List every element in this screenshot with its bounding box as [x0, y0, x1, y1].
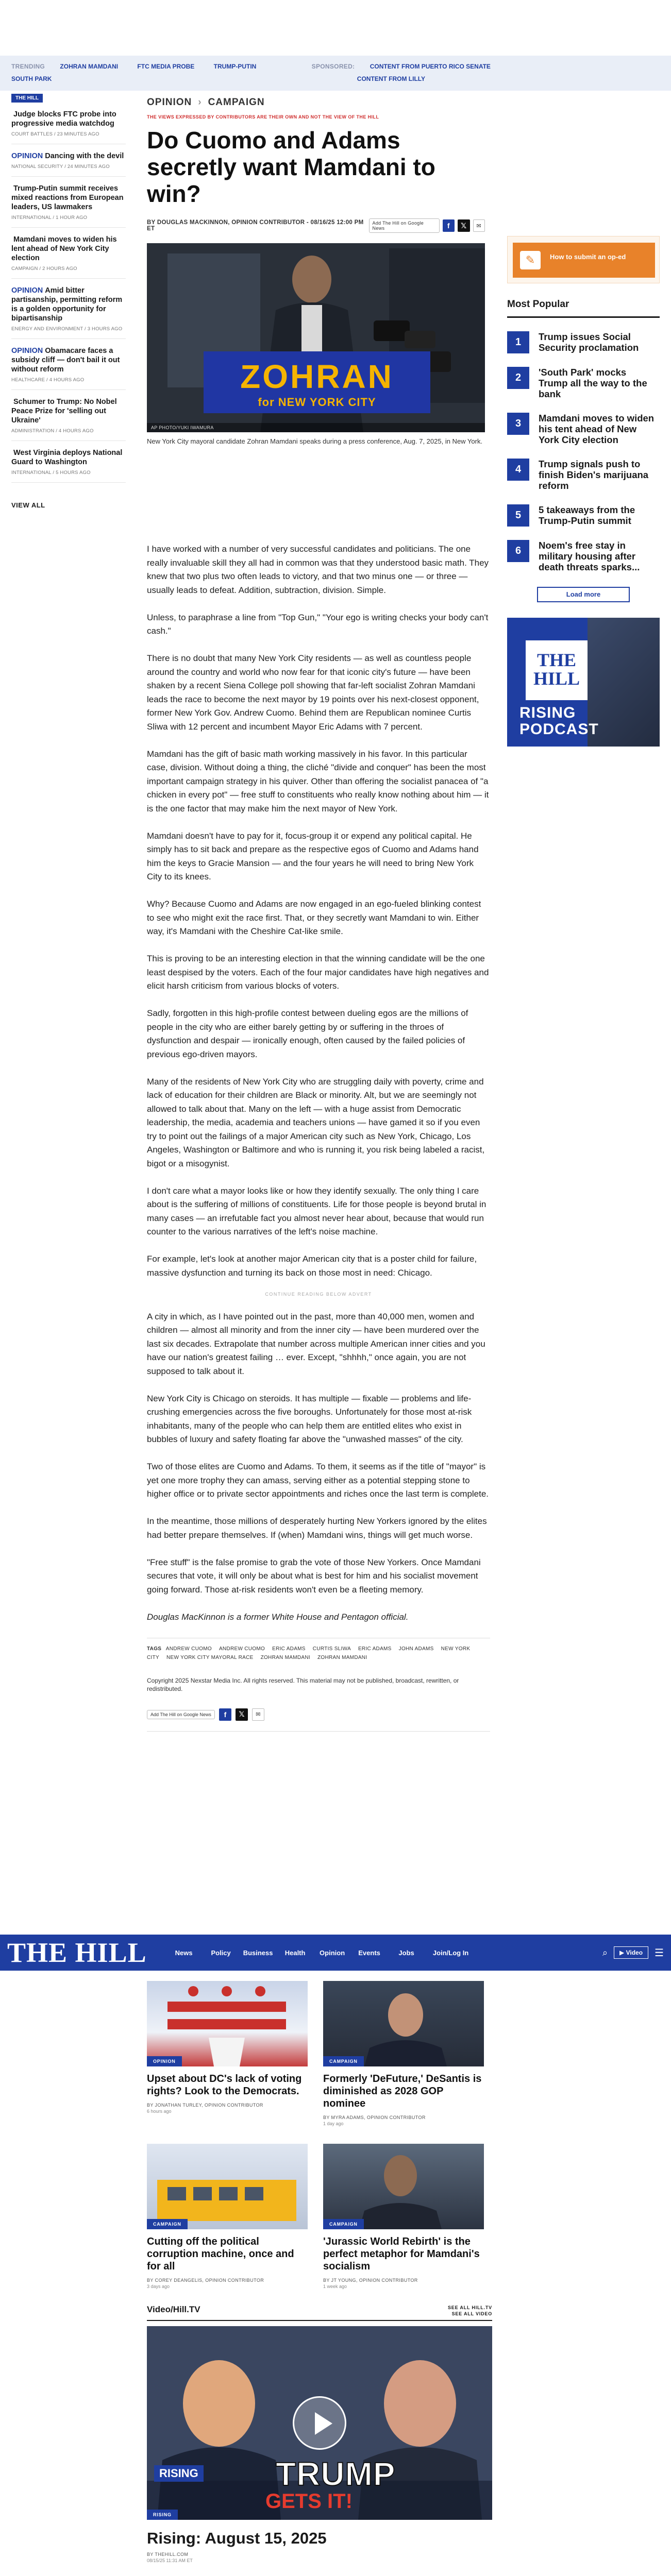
paragraph: Sadly, forgotten in this high-profile contest between dueling egos are the millions of people in the city who are either barely getting by or suffering in the throes of dysfunction and despair — ironically enough, often caused by the failed policies of previous ego-driven mayors. — [147, 1008, 468, 1059]
podcast-title-2: PODCAST — [519, 721, 599, 738]
tag-link[interactable]: ANDREW CUOMO — [165, 1646, 212, 1652]
left-rail — [11, 92, 126, 509]
rail-story-meta: ADMINISTRATION / 4 HOURS AGO — [11, 428, 94, 434]
google-news-button[interactable]: Add The Hill on Google News — [147, 1710, 215, 1719]
paragraph: Unless, to paraphrase a line from "Top Gun," "Your ego is writing checks your body can't cash." — [147, 612, 489, 636]
card-byline: BY MYRA ADAMS, OPINION CONTRIBUTOR — [323, 2115, 426, 2120]
byline: BY DOUGLAS MACKINNON, OPINION CONTRIBUTOR - 08/16/25 12:00 PM ET — [147, 219, 364, 232]
popular-item[interactable] — [507, 367, 660, 399]
copyright: Copyright 2025 Nexstar Media Inc. All rights reserved. This material may not be published, broadcast, rewritten, or redistributed. — [147, 1676, 459, 1692]
op-ed-banner[interactable] — [513, 243, 655, 278]
video-overlay-sub: GETS IT! — [265, 2490, 353, 2513]
photo-credit: AP PHOTO/YUKI IWAMURA — [147, 423, 485, 432]
video-byline: BY THEHILL.COM — [147, 2552, 189, 2557]
story-card[interactable] — [323, 1981, 484, 2126]
rail-story[interactable] — [11, 448, 126, 483]
card-time: 6 hours ago — [147, 2109, 172, 2114]
search-icon[interactable]: ⌕ — [602, 1947, 608, 1958]
email-icon[interactable]: ✉ — [252, 1708, 264, 1721]
card-time: 3 days ago — [147, 2284, 170, 2289]
rail-story[interactable] — [11, 151, 126, 177]
hero-sign-text: ZOHRAN — [240, 358, 394, 395]
email-icon[interactable]: ✉ — [473, 219, 485, 232]
see-all-links — [448, 2304, 492, 2317]
story-card[interactable] — [323, 2144, 484, 2289]
card-tag: CAMPAIGN — [323, 2056, 364, 2066]
card-time: 1 day ago — [323, 2121, 344, 2126]
video-time: 08/15/25 11:31 AM ET — [147, 2558, 193, 2563]
rail-story-title[interactable]: Trump-Putin summit receives mixed reactions from European leaders, US lawmakers — [11, 184, 124, 211]
tag-link[interactable]: ERIC ADAMS — [358, 1646, 392, 1652]
rank-badge: 5 — [507, 504, 529, 527]
trending-bar — [0, 56, 671, 91]
most-popular-heading: Most Popular — [507, 299, 660, 318]
tags-label: TAGS — [147, 1646, 162, 1652]
facebook-icon[interactable]: f — [219, 1708, 231, 1721]
podcast-title-1: RISING — [519, 704, 576, 721]
video-button[interactable] — [614, 1946, 648, 1959]
paragraph: I don't care what a mayor looks like or how they identify sexually. The only thing I care about is the suffering of millions of constituents. Life for those people is beyond brutal in many cases — an irrefutable fact you almost never hear about, because that would run counter to the various narratives of the left's noise machine. — [147, 1185, 487, 1236]
byline-row — [147, 218, 485, 233]
rail-story[interactable] — [11, 397, 126, 441]
op-ed-ad[interactable] — [507, 236, 660, 283]
rail-story-meta: INTERNATIONAL / 1 HOUR AGO — [11, 215, 88, 221]
rail-story-title[interactable]: Obamacare faces a subsidy cliff — don't bail it out without reform — [11, 347, 120, 374]
rank-badge: 2 — [507, 367, 529, 389]
rising-label: RISING — [154, 2465, 204, 2482]
popular-title[interactable]: 5 takeaways from the Trump-Putin summit — [539, 504, 635, 526]
author-bio: Douglas MacKinnon is a former White House and Pentagon official. — [147, 1612, 409, 1622]
nav-opinion[interactable]: Opinion — [320, 1948, 345, 1957]
rail-story-title[interactable]: Dancing with the devil — [45, 152, 124, 160]
breadcrumb-separator: › — [198, 97, 202, 108]
featured-video[interactable] — [147, 2326, 492, 2520]
right-rail — [507, 92, 660, 747]
card-tag: CAMPAIGN — [323, 2219, 364, 2229]
rail-story[interactable] — [11, 346, 126, 390]
popular-item[interactable] — [507, 331, 660, 353]
facebook-icon[interactable]: f — [443, 219, 455, 232]
nav-right — [602, 1946, 664, 1959]
story-image — [147, 1981, 308, 2066]
tag-link[interactable]: NEW YORK CITY — [147, 1646, 471, 1660]
page-title: Do Cuomo and Adams secretly want Mamdani to win? — [147, 127, 435, 207]
video-label: Video — [626, 1949, 643, 1956]
image-caption: New York City mayoral candidate Zohran Mamdani speaks during a press conference, Aug. 7, 2025, in New York. — [147, 437, 483, 445]
video-section-title: Video/Hill.TV — [147, 2304, 200, 2314]
rail-story[interactable] — [11, 184, 126, 228]
popular-title[interactable]: Noem's free stay in military housing after death threats sparks... — [539, 540, 640, 572]
trending-link[interactable]: FTC MEDIA PROBE — [137, 63, 195, 70]
hero-image — [147, 243, 485, 432]
story-image — [323, 1981, 484, 2066]
rail-story-meta: HEALTHCARE / 4 HOURS AGO — [11, 377, 85, 383]
disclaimer: THE VIEWS EXPRESSED BY CONTRIBUTORS ARE THEIR OWN AND NOT THE VIEW OF THE HILL — [147, 114, 379, 120]
x-icon[interactable]: 𝕏 — [236, 1708, 248, 1721]
story-image — [323, 2144, 484, 2229]
site-navbar — [0, 1935, 671, 1971]
rail-story[interactable] — [11, 110, 126, 144]
desantis-photo — [323, 1981, 484, 2066]
trending-row — [11, 63, 508, 73]
rail-story-meta: INTERNATIONAL / 5 HOURS AGO — [11, 470, 91, 476]
article — [147, 92, 489, 1732]
paragraph: For example, let's look at another major American city that is a poster child for failure, massive dysfunction and turning its back on those most in need: Chicago. — [147, 1254, 477, 1278]
google-news-button[interactable]: Add The Hill on Google News — [369, 218, 440, 233]
menu-icon[interactable]: ☰ — [655, 1947, 664, 1959]
card-byline: BY JONATHAN TURLEY, OPINION CONTRIBUTOR — [147, 2103, 263, 2108]
load-more-button[interactable]: Load more — [537, 587, 630, 602]
card-time: 1 week ago — [323, 2284, 347, 2289]
breadcrumb-campaign[interactable]: CAMPAIGN — [208, 97, 265, 108]
popular-item[interactable] — [507, 413, 660, 445]
paragraph: This is proving to be an interesting election in that the winning candidate will be the one least despised by the voters. Each of the four major candidates have high negatives and elicit harsh criticism from various blocks of voters. — [147, 954, 489, 991]
rank-badge: 3 — [507, 413, 529, 435]
pen-icon: ✎ — [520, 251, 541, 269]
tag-link[interactable]: CURTIS SLIWA — [312, 1646, 351, 1652]
card-title[interactable]: 'Jurassic World Rebirth' is the perfect metaphor for Mamdani's socialism — [323, 2236, 480, 2272]
article-body — [147, 543, 490, 1732]
site-logo[interactable]: THE HILL — [7, 1937, 147, 1968]
rail-story-title[interactable]: Judge blocks FTC probe into progressive media watchdog — [11, 110, 116, 128]
rail-story-meta: NATIONAL SECURITY / 24 MINUTES AGO — [11, 164, 110, 170]
see-all-hilltv-link[interactable]: SEE ALL HILL.TV — [447, 2305, 492, 2310]
x-icon[interactable]: 𝕏 — [458, 219, 469, 232]
login-link[interactable]: Join/Log In — [432, 1948, 469, 1957]
opinion-tag: OPINION — [11, 347, 43, 355]
paragraph: I have worked with a number of very successful candidates and politicians. The one really invaluable skill they all had in common was that they understood basic math. They knew that two plus two often leads to victory, and that two minus one — or three — usually leads to defeat. Addition, subtraction, division. Simple. — [147, 544, 489, 595]
paragraph: Two of those elites are Cuomo and Adams. To them, it seems as if the title of "mayor" is yet one more trophy they can amass, serving either as a potential stepping stone to higher office or to private sector appointments and riches once the last term is complete. — [147, 1462, 489, 1499]
nav-business[interactable]: Business — [243, 1948, 273, 1957]
opinion-tag: OPINION — [11, 152, 43, 160]
trending-row-2 — [11, 75, 443, 86]
video-section — [147, 2304, 492, 2576]
tag-link[interactable]: ZOHRAN MAMDANI — [260, 1654, 310, 1660]
share-bar-bottom — [147, 1708, 490, 1732]
paragraph: Mamdani has the gift of basic math working massively in his favor. In this particular case, division. Without doing a thing, the cliché "divide and conquer" has been the most important campaign strategy in his quiver. Other than offering the socialist panacea of "a chicken in every pot" — free stuff to constituents who really know nothing about him — it is the one factor that may make him the next mayor of New York. — [147, 749, 489, 814]
rail-story[interactable] — [11, 286, 126, 339]
card-row — [147, 1981, 492, 2126]
podcast-ad[interactable] — [507, 618, 660, 747]
trending-link[interactable]: ZOHRAN MAMDANI — [60, 63, 119, 70]
tag-link[interactable]: NEW YORK CITY MAYORAL RACE — [166, 1654, 254, 1660]
rail-story[interactable] — [11, 235, 126, 279]
nav-health[interactable]: Health — [284, 1948, 306, 1957]
popular-item[interactable] — [507, 540, 660, 572]
paragraph: Many of the residents of New York City who are struggling daily with poverty, crime and lack of education for their children are Black or minority. Alt, but we are seemingly not allowed to talk about that. Many on the left — with a huge assist from Democratic leadership, the media, academia and teachers unions — have gamed it so if you even try to point out the failings of a major American city such as New York, Chicago, Los Angeles, Washington or Baltimore and who is running it, you risk being labeled a racist, bigot or a misogynist. — [147, 1076, 485, 1168]
tag-link[interactable]: JOHN ADAMS — [398, 1646, 434, 1652]
nav-links — [165, 1949, 477, 1957]
nav-events[interactable]: Events — [358, 1948, 380, 1957]
rail-story-meta: COURT BATTLES / 23 MINUTES AGO — [11, 131, 99, 137]
featured-video-title[interactable]: Rising: August 15, 2025 — [147, 2529, 327, 2547]
sponsored-label: SPONSORED: — [311, 63, 355, 70]
trending-link[interactable]: TRUMP-PUTIN — [213, 63, 257, 70]
popular-title[interactable]: Trump issues Social Security proclamation — [539, 331, 639, 353]
paragraph: New York City is Chicago on steroids. It has multiple — fixable — problems and life-crushing emergencies across the five boroughs. Unfortunately for those most at-risk inhabitants, many of the people who can help them are entitled elites who exist in bubbles of luxury and safety floating far above the "unwashed masses" of the city. — [147, 1393, 472, 1444]
card-title[interactable]: Cutting off the political corruption machine, once and for all — [147, 2236, 294, 2272]
story-card[interactable] — [147, 2144, 308, 2289]
popular-title[interactable]: 'South Park' mocks Trump all the way to the bank — [539, 367, 647, 399]
card-title[interactable]: Formerly 'DeFuture,' DeSantis is diminished as 2028 GOP nominee — [323, 2073, 482, 2109]
story-card[interactable] — [147, 1981, 308, 2126]
tag-link[interactable]: ERIC ADAMS — [272, 1646, 306, 1652]
rail-story-title[interactable]: Mamdani moves to widen his lent ahead of New York City election — [11, 235, 117, 262]
breadcrumb-opinion[interactable]: OPINION — [147, 97, 192, 108]
trending-link[interactable]: SOUTH PARK — [11, 75, 52, 82]
rail-story-meta: ENERGY AND ENVIRONMENT / 3 HOURS AGO — [11, 326, 123, 332]
nav-news[interactable]: News — [175, 1948, 193, 1957]
rail-story-title[interactable]: Amid bitter partisanship, permitting reform is a golden opportunity for bipartisanship — [11, 286, 123, 323]
popular-title[interactable]: Trump signals push to finish Biden's marijuana reform — [539, 459, 649, 491]
paragraph: Why? Because Cuomo and Adams are now engaged in an ego-fueled blinking contest to see who might exit the race first. That, or they secretly want Mamdani to win. Either way, it's Mamdani with the Cheshire Cat-like smile. — [147, 899, 481, 936]
share-bar — [369, 218, 485, 233]
rank-badge: 6 — [507, 540, 529, 562]
breadcrumb — [147, 97, 485, 108]
rail-logo[interactable]: THE HILL — [11, 94, 43, 103]
trending-label: TRENDING — [11, 63, 45, 70]
card-byline: BY COREY DEANGELIS, OPINION CONTRIBUTOR — [147, 2278, 264, 2283]
podcast-logo: THE HILL — [526, 640, 588, 700]
paragraph: A city in which, as I have pointed out in the past, more than 40,000 men, women and children — almost all minority and from the inner city — have been murdered over the last six decades. Extrapolate that number across multiple American inner cities and you have our nation's greatest failing … ever. Except, "shhhh," once again, you are not supposed to talk about it. — [147, 1311, 485, 1376]
rank-badge: 4 — [507, 459, 529, 481]
rail-story-meta: CAMPAIGN / 2 HOURS AGO — [11, 266, 77, 272]
opinion-tag: OPINION — [11, 286, 43, 295]
ad-note: CONTINUE READING BELOW ADVERT — [265, 1291, 372, 1297]
sponsored-link[interactable]: CONTENT FROM LILLY — [357, 75, 426, 82]
schoolbus-photo — [147, 2144, 308, 2229]
popular-item[interactable] — [507, 459, 660, 491]
paragraph: "Free stuff" is the false promise to grab the vote of those New Yorkers. Once Mamdani secures that vote, it will only be about what is best for him and his socialist movement going forward. Those at-risk residents won't even be a fleeting memory. — [147, 1557, 481, 1595]
popular-item[interactable] — [507, 504, 660, 527]
see-all-video-link[interactable]: SEE ALL VIDEO — [451, 2311, 492, 2316]
dc-flag-illustration — [147, 1981, 308, 2066]
popular-title[interactable]: Mamdani moves to widen his tent ahead of New York City election — [539, 413, 655, 445]
paragraph: In the meantime, those millions of desperately hurting New Yorkers ignored by the elites had better prepare themselves. If (when) Mamdani wins, things will get much worse. — [147, 1516, 487, 1540]
card-byline: BY JT YOUNG, OPINION CONTRIBUTOR — [323, 2278, 418, 2283]
paragraph: Mamdani doesn't have to pay for it, focus-group it or expend any political capital. He simply has to sit back and prepare as the respective egos of Cuomo and Adams hand him the keys to Gracie Mansion — and the four years he will need to bring New York City to its knees. — [147, 831, 479, 882]
mamdani-photo — [323, 2144, 484, 2229]
play-icon: ▶ — [619, 1949, 626, 1956]
view-all-link[interactable]: VIEW ALL — [11, 501, 45, 509]
more-stories — [147, 1981, 492, 2576]
play-button[interactable] — [293, 2396, 346, 2450]
card-tag: OPINION — [147, 2056, 182, 2066]
card-row — [147, 2144, 492, 2289]
paragraph: There is no doubt that many New York City residents — as well as countless people around the country and world who now fear for that iconic city's future — have been shaken by a recent Siena College poll showing that far-left socialist Zohran Mamdani leads the race to become the next mayor by 19 points over his next-closest opponent, former New York Gov. Andrew Cuomo. Behind them are Republican nominee Curtis Sliwa with 12 percent and incumbent Mayor Eric Adams with 7 percent. — [147, 653, 479, 732]
story-image — [147, 2144, 308, 2229]
tag-link[interactable]: ZOHRAN MAMDANI — [317, 1654, 367, 1660]
op-ed-text: How to submit an op-ed — [550, 253, 626, 261]
rail-story-title[interactable]: West Virginia deploys National Guard to Washington — [11, 449, 123, 466]
nav-jobs[interactable]: Jobs — [398, 1948, 414, 1957]
tags — [147, 1638, 490, 1662]
card-tag: CAMPAIGN — [147, 2219, 188, 2229]
rail-story-title[interactable]: Schumer to Trump: No Nobel Peace Prize for 'selling out Ukraine' — [11, 398, 117, 425]
tag-link[interactable]: ANDREW CUOMO — [219, 1646, 265, 1652]
sponsored-link[interactable]: CONTENT FROM PUERTO RICO SENATE — [370, 63, 491, 70]
rank-badge: 1 — [507, 331, 529, 353]
video-tag: RISING — [147, 2510, 178, 2520]
nav-policy[interactable]: Policy — [211, 1948, 231, 1957]
hero-sign-sub: for NEW YORK CITY — [258, 396, 376, 409]
video-section-header — [147, 2304, 492, 2321]
card-title[interactable]: Upset about DC's lack of voting rights? Look to the Democrats. — [147, 2073, 302, 2097]
video-overlay-title: TRUMP — [276, 2455, 396, 2493]
